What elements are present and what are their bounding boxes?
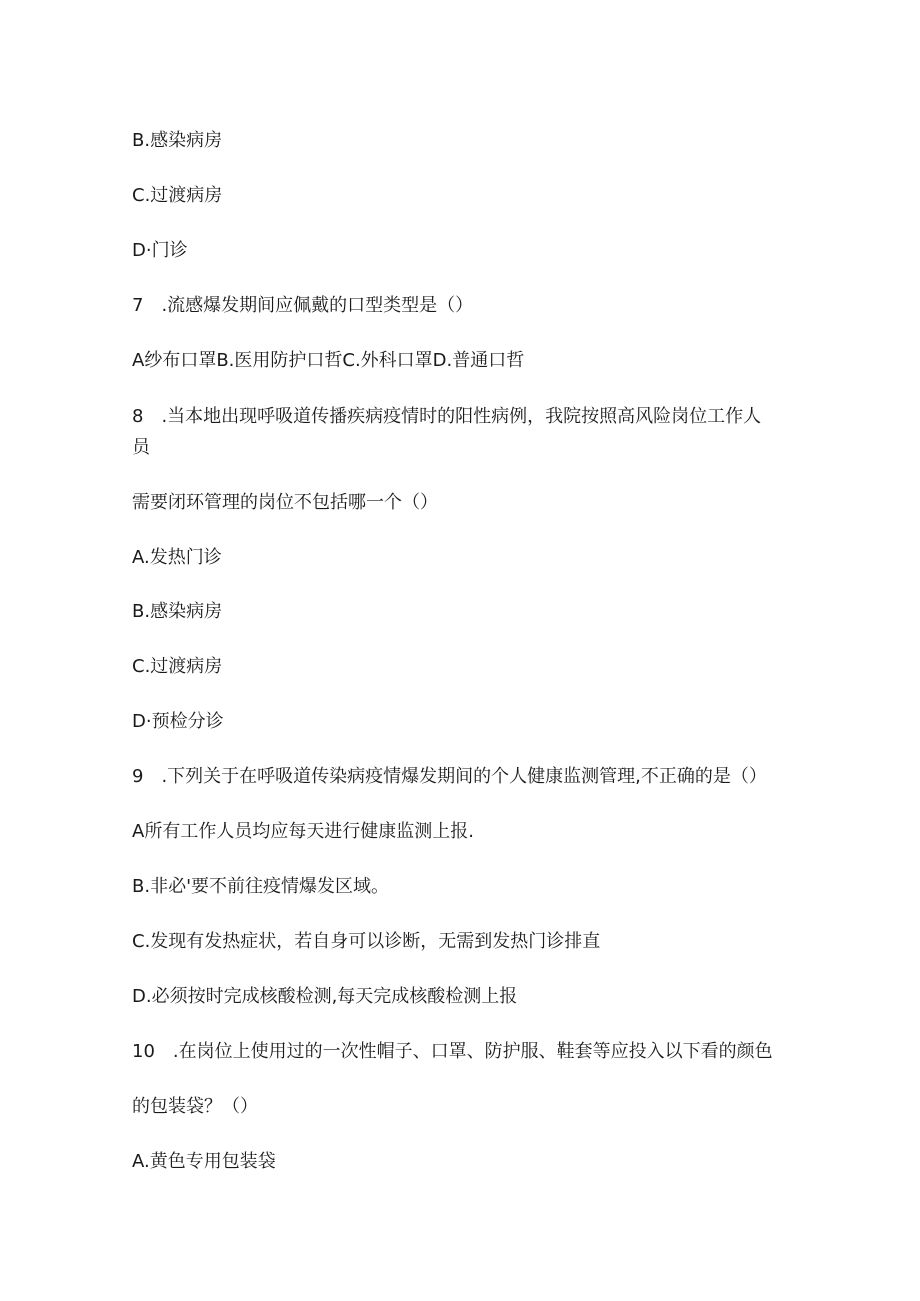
question-7: 7 .流感爆发期间应佩戴的口型类型是（）: [132, 295, 474, 316]
question-8-line-1: 8 .当本地出现呼吸道传播疾病疫情时的阳性病例，我院按照高风险岗位工作人: [132, 406, 762, 427]
question-8-line-3: 需要闭环管理的岗位不包括哪一个（）: [132, 492, 438, 513]
option-c-transition-ward: C.过渡病房: [132, 185, 223, 206]
question-10-line-2: 的包装袋？（）: [132, 1096, 258, 1117]
question-9-option-b: B.非必'要不前往疫情爆发区域。: [132, 876, 390, 897]
question-7-options: A纱布口罩B.医用防护口哲C.外科口罩D.普通口哲: [132, 350, 525, 371]
question-10-line-1: 10 .在岗位上使用过的一次性帽子、口罩、防护服、鞋套等应投入以下看的颜色: [132, 1041, 773, 1062]
question-10-option-a: A.黄色专用包装袋: [132, 1151, 276, 1172]
question-9-option-a: A所有工作人员均应每天进行健康监测上报.: [132, 821, 475, 842]
option-b-infection-ward-2: B.感染病房: [132, 601, 223, 622]
option-b-infection-ward: B.感染病房: [132, 130, 223, 151]
option-d-outpatient: D·门诊: [132, 240, 188, 261]
question-8-line-2: 员: [132, 437, 150, 458]
question-9-option-d: D.必须按时完成核酸检测,每天完成核酸检测上报: [132, 986, 518, 1007]
option-c-transition-ward-2: C.过渡病房: [132, 656, 223, 677]
option-a-fever-clinic: A.发热门诊: [132, 547, 222, 568]
question-9-option-c: C.发现有发热症状，若自身可以诊断，无需到发热门诊排直: [132, 931, 601, 952]
question-9: 9 .下列关于在呼吸道传染病疫情爆发期间的个人健康监测管理,不正确的是（）: [132, 766, 767, 787]
option-d-triage: D·预检分诊: [132, 711, 224, 732]
